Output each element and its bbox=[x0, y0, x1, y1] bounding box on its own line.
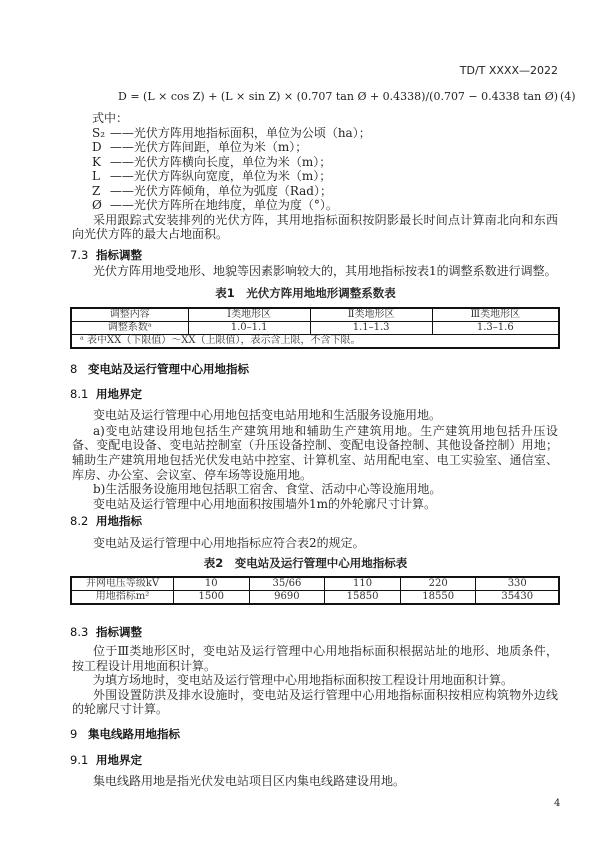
table-row bbox=[71, 577, 559, 591]
table-cell: Ⅱ类地形区 bbox=[310, 308, 432, 322]
table1 bbox=[70, 307, 560, 349]
table-cell: 18550 bbox=[400, 591, 476, 605]
variable-z: Z ——光伏方阵倾角，单位为弧度（Rad）； bbox=[92, 183, 332, 198]
table1-note: ᵃ 表中XX（下限值）～XX（上限值），表示含上限，不含下限。 bbox=[71, 335, 559, 349]
paragraph-8-3-b: 为填方场地时，变电站及运行管理中心用地指标面积按工程设计用地面积计算。 bbox=[93, 673, 514, 688]
where-label: 式中： bbox=[92, 111, 129, 125]
table-cell: 15850 bbox=[325, 591, 401, 605]
table2-title: 表2 变电站及运行管理中心用地指标表 bbox=[203, 556, 408, 571]
document-body bbox=[72, 111, 558, 789]
variable-d: D ——光伏方阵间距，单位为米（m）； bbox=[92, 140, 308, 154]
doc-code-header: TD/T XXXX—2022 bbox=[459, 64, 558, 77]
formula-number: (4) bbox=[560, 90, 576, 103]
table-cell: Ⅰ类地形区 bbox=[188, 308, 310, 322]
table-cell: Ⅲ类地形区 bbox=[432, 308, 559, 322]
paragraph-9-1: 集电线路用地是指光伏发电站项目区内集电线路建设用地。 bbox=[93, 774, 406, 788]
table-cell: 并网电压等级kV bbox=[71, 577, 173, 591]
table-row bbox=[71, 591, 559, 605]
variable-s2: S₂ ——光伏方阵用地指标面积，单位为公顷（ha）； bbox=[92, 125, 371, 140]
table-cell: 调整内容 bbox=[71, 308, 188, 322]
heading-9-1: 9.1 用地界定 bbox=[70, 753, 143, 767]
table-cell: 调整系数ᵃ bbox=[71, 322, 188, 335]
table2 bbox=[70, 576, 560, 605]
heading-8: 8 变电站及运行管理中心用地指标 bbox=[70, 362, 250, 377]
table1-title: 表1 光伏方阵用地地形调整系数表 bbox=[215, 286, 396, 301]
heading-7-3: 7.3 指标调整 bbox=[70, 247, 143, 262]
paragraph-8-3-c: 外围设置防洪及排水设施时，变电站及运行管理中心用地指标面积按相应构筑物外边线的轮廓尺寸计算。 bbox=[72, 687, 558, 717]
table-cell: 220 bbox=[400, 577, 476, 591]
table-cell: 用地指标m² bbox=[71, 591, 173, 605]
heading-8-2: 8.2 用地指标 bbox=[70, 514, 143, 529]
tracking-paragraph: 采用跟踪式安装排列的光伏方阵，其用地指标面积按阴影最长时间点计算南北向和东西向光伏方阵的最大占地面积。 bbox=[72, 212, 558, 242]
formula-4 bbox=[118, 90, 576, 103]
table-cell: 1.3–1.6 bbox=[432, 322, 559, 335]
paragraph-8-1-b: b)生活服务设施用地包括职工宿舍、食堂、活动中心等设施用地。 bbox=[93, 482, 442, 497]
table-cell: 35/66 bbox=[249, 577, 325, 591]
paragraph-8-1-a: a)变电站建设用地包括生产建筑用地和辅助生产建筑用地。生产建筑用地包括升压设备、变配电设备、变电站控制室（升压设备控制、变配电设备控制、其他设备控制）用地；辅助生产建筑用地包括光伏发电站中控室、计算机室、站用配电室、电工实验室、通信室、库房、办公室、会议室、停车场等设施用地。 bbox=[72, 423, 558, 482]
heading-9: 9 集电线路用地指标 bbox=[70, 727, 181, 741]
table-cell: 10 bbox=[173, 577, 249, 591]
table-note-row bbox=[71, 335, 559, 349]
table-cell: 1500 bbox=[173, 591, 249, 605]
table-cell: 1.1–1.3 bbox=[310, 322, 432, 335]
table-row bbox=[71, 322, 559, 335]
table-cell: 330 bbox=[476, 577, 559, 591]
heading-8-3: 8.3 指标调整 bbox=[70, 625, 143, 640]
paragraph-8-1-intro: 变电站及运行管理中心用地包括变电站用地和生活服务设施用地。 bbox=[93, 408, 442, 423]
table-cell: 9690 bbox=[249, 591, 325, 605]
variable-k: K ——光伏方阵横向长度，单位为米（m）； bbox=[92, 154, 332, 169]
table-cell: 35430 bbox=[476, 591, 559, 605]
table-cell: 1.0–1.1 bbox=[188, 322, 310, 335]
paragraph-8-3-a: 位于Ⅲ类地形区时，变电站及运行管理中心用地指标面积根据站址的地形、地质条件，按工程设计用地面积计算。 bbox=[72, 644, 558, 673]
formula-text: D = (L × cos Z) + (L × sin Z) × (0.707 tan Ø + 0.4338)/(0.707 − 0.4338 tan Ø) bbox=[118, 90, 558, 103]
variable-phi: Ø ——光伏方阵所在地纬度，单位为度（°）。 bbox=[92, 198, 338, 212]
table-cell: 110 bbox=[325, 577, 401, 591]
page-number: 4 bbox=[554, 798, 561, 809]
paragraph-7-3: 光伏方阵用地受地形、地貌等因素影响较大的，其用地指标按表1的调整系数进行调整。 bbox=[93, 263, 557, 278]
paragraph-8-1-area: 变电站及运行管理中心用地面积按围墙外1m的外轮廓尺寸计算。 bbox=[93, 496, 437, 511]
table-row bbox=[71, 308, 559, 322]
heading-8-1: 8.1 用地界定 bbox=[70, 387, 143, 402]
paragraph-8-2: 变电站及运行管理中心用地指标应符合表2的规定。 bbox=[93, 536, 365, 551]
variable-l: L ——光伏方阵纵向宽度，单位为米（m）； bbox=[92, 169, 332, 183]
